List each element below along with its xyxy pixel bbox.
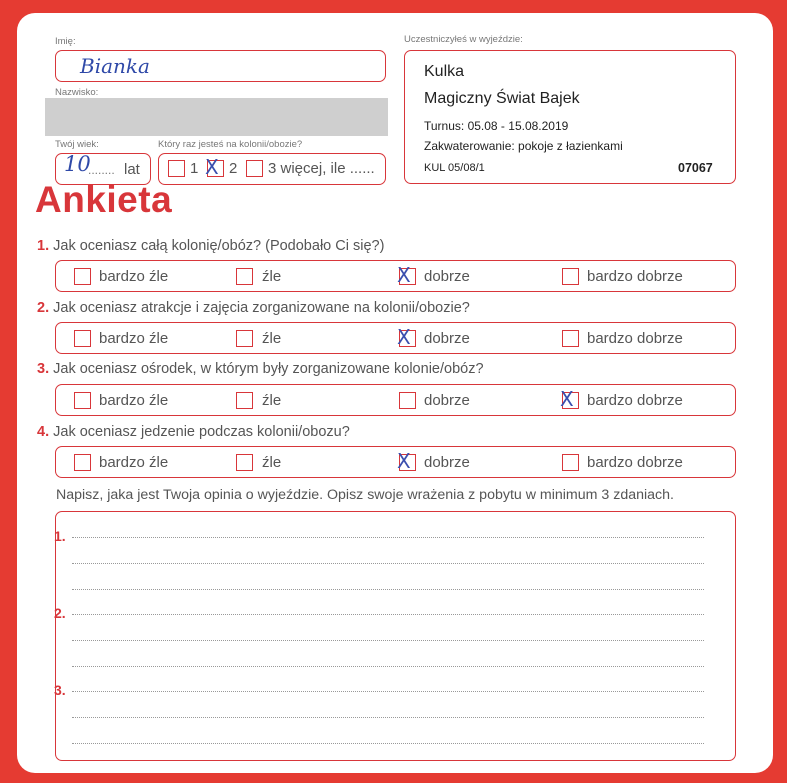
ktory-raz-label: Który raz jesteś na kolonii/obozie? (158, 139, 303, 150)
option-label: źle (262, 330, 282, 347)
option-label: źle (262, 454, 282, 471)
opinion-line[interactable] (72, 743, 704, 744)
opinion-line[interactable] (72, 717, 704, 718)
checkbox-q2-bardzo-zle[interactable] (74, 330, 91, 347)
question-1: 1. Jak oceniasz całą kolonię/obóz? (Podobało Ci się?) (37, 238, 385, 254)
opinion-prompt: Napisz, jaka jest Twoja opinia o wyjeździe. Opisz swoje wrażenia z pobytu w minimum 3 zdaniach. (56, 487, 674, 503)
x-mark-icon: X (205, 155, 219, 179)
checkbox-q2-bardzo-dobrze[interactable] (562, 330, 579, 347)
checkbox-q4-dobrze[interactable] (397, 449, 416, 473)
opinion-line[interactable] (72, 563, 704, 564)
opinion-line[interactable] (72, 691, 704, 692)
trip-turnus: Turnus: 05.08 - 15.08.2019 (424, 119, 569, 133)
option-label: bardzo dobrze (587, 454, 683, 471)
answer-row-3 (55, 384, 736, 416)
option-label: bardzo źle (99, 392, 169, 409)
raz-3-label: 3 więcej, ile ...... (268, 160, 375, 177)
checkbox-raz-3[interactable] (246, 160, 263, 177)
checkbox-q4-bardzo-dobrze[interactable] (562, 454, 579, 471)
checkbox-q3-zle[interactable] (236, 392, 253, 409)
wiek-label: Twój wiek: (55, 139, 99, 150)
checkbox-raz-1[interactable] (168, 160, 185, 177)
option-label: dobrze (424, 330, 470, 347)
option-label: bardzo źle (99, 454, 169, 471)
checkbox-q1-dobrze[interactable] (397, 263, 416, 287)
checkbox-q3-dobrze[interactable] (399, 392, 416, 409)
option-label: źle (262, 392, 282, 409)
opinion-line-number-2: 2. (54, 605, 66, 621)
option-label: bardzo dobrze (587, 392, 683, 409)
checkbox-q1-bardzo-dobrze[interactable] (562, 268, 579, 285)
trip-name: Kulka (424, 63, 465, 80)
checkbox-q2-zle[interactable] (236, 330, 253, 347)
imie-field[interactable] (55, 50, 386, 82)
trip-zakwaterowanie: Zakwaterowanie: pokoje z łazienkami (424, 139, 623, 153)
checkbox-q4-zle[interactable] (236, 454, 253, 471)
question-3: 3. Jak oceniasz ośrodek, w którym były zorganizowane kolonie/obóz? (37, 361, 484, 377)
imie-label: Imię: (55, 36, 76, 47)
nazwisko-redaction (45, 98, 388, 136)
option-label: bardzo dobrze (587, 268, 683, 285)
question-2: 2. Jak oceniasz atrakcje i zajęcia zorganizowane na kolonii/obozie? (37, 300, 470, 316)
x-mark-icon: X (397, 325, 411, 349)
option-label: dobrze (424, 392, 470, 409)
opinion-line[interactable] (72, 614, 704, 615)
opinion-line-number-3: 3. (54, 682, 66, 698)
opinion-box[interactable] (55, 511, 736, 761)
checkbox-raz-2[interactable] (205, 155, 224, 179)
checkbox-q4-bardzo-zle[interactable] (74, 454, 91, 471)
checkbox-q1-bardzo-zle[interactable] (74, 268, 91, 285)
nazwisko-label: Nazwisko: (55, 87, 99, 98)
wiek-dots: ........ (88, 163, 115, 177)
wiek-value: 10 (64, 152, 91, 176)
trip-label: Uczestniczyłeś w wyjeździe: (404, 34, 523, 45)
option-label: bardzo źle (99, 330, 169, 347)
option-label: dobrze (424, 454, 470, 471)
raz-1-label: 1 (190, 160, 199, 177)
x-mark-icon: X (397, 449, 411, 473)
option-label: bardzo dobrze (587, 330, 683, 347)
ktory-raz-field (158, 153, 386, 185)
checkbox-q2-dobrze[interactable] (397, 325, 416, 349)
opinion-line[interactable] (72, 589, 704, 590)
trip-box (404, 50, 736, 184)
trip-program: Magiczny Świat Bajek (424, 90, 580, 107)
checkbox-q1-zle[interactable] (236, 268, 253, 285)
survey-title: Ankieta (35, 179, 173, 220)
x-mark-icon: X (397, 263, 411, 287)
answer-row-1 (55, 260, 736, 292)
checkbox-q3-bardzo-zle[interactable] (74, 392, 91, 409)
opinion-line-number-1: 1. (54, 528, 66, 544)
x-mark-icon: X (560, 387, 574, 411)
opinion-line[interactable] (72, 537, 704, 538)
trip-number: 07067 (678, 161, 713, 175)
answer-row-2 (55, 322, 736, 354)
option-label: bardzo źle (99, 268, 169, 285)
imie-value: Bianka (80, 54, 150, 78)
option-label: źle (262, 268, 282, 285)
answer-row-4 (55, 446, 736, 478)
option-label: dobrze (424, 268, 470, 285)
checkbox-q3-bardzo-dobrze[interactable] (560, 387, 579, 411)
trip-code: KUL 05/08/1 (424, 162, 485, 174)
question-4: 4. Jak oceniasz jedzenie podczas kolonii/obozu? (37, 424, 350, 440)
opinion-line[interactable] (72, 640, 704, 641)
raz-2-label: 2 (229, 160, 238, 177)
opinion-line[interactable] (72, 666, 704, 667)
wiek-unit: lat (124, 161, 140, 178)
